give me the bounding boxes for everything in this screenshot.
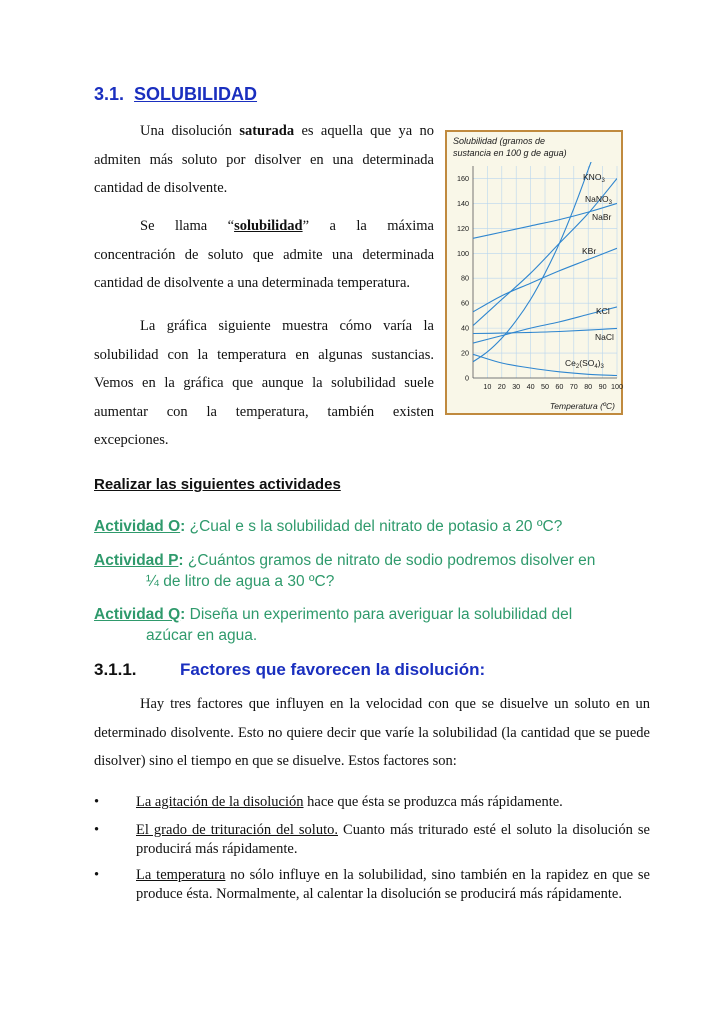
y-tick-label: 60 [461,298,469,308]
bullet-dot: • [94,794,100,810]
y-tick-label: 80 [461,273,469,283]
bullet-3-text: no sólo influye en la solubilidad, sino también en la rapidez en que se produce ésta. Normalmente, al calentar la disolución se producirá más rápidamente. [136,867,650,902]
p2-text-2: ” a la máxima concentración de soluto que admite una determinada cantidad de disolvente a una determinada temperatura. [94,218,434,291]
y-tick-label: 120 [457,223,469,233]
series-label-kcl: KCl [596,306,610,316]
subsection-number: 3.1.1. [94,660,137,679]
p2-bold: solubilidad [234,218,303,234]
activity-o-text: ¿Cual e s la solubilidad del nitrato de potasio a 20 ºC? [185,518,563,535]
activity-p-continuation: ¼ de litro de agua a 30 ºC? [146,573,335,590]
series-label-nacl: NaCl [595,332,614,342]
y-tick-label: 20 [461,348,469,358]
activity-p-label: Actividad P [94,552,179,569]
subsection-heading [94,660,485,680]
series-label-ce: $Ce_2(SO_4)_3$ [565,358,604,370]
x-tick-label: 20 [497,382,506,391]
activity-p-colon: : [178,552,184,569]
series-label-nano3: NaNO$_3$ [585,194,612,206]
list-item [94,793,650,812]
activity-q [94,604,650,646]
p1-text-1: Una disolución [140,123,240,139]
p2-text-1: Se llama “ [140,218,235,234]
list-item [94,866,650,904]
bullet-1-underlined: La agitación de la disolución [136,794,304,810]
paragraph-saturada [94,117,434,203]
x-tick-label: 50 [541,382,549,391]
list-item [94,821,650,859]
chart-title-line1: Solubilidad (gramos de [453,136,546,146]
section-heading [94,84,257,105]
activities-heading: Realizar las siguientes actividades [94,476,341,493]
activity-p-text: ¿Cuántos gramos de nitrato de sodio podremos disolver en [183,552,596,569]
subsection-title: Factores que favorecen la disolución: [180,660,486,679]
section-title: SOLUBILIDAD [134,84,258,104]
x-tick-label: 90 [598,382,607,391]
p3-text: La gráfica siguiente muestra cómo varía la solubilidad con la temperatura en algunas sustancias. Vemos en la gráfica que aunque la solubilidad suele aumentar con la temperatura, también existen excepciones. [94,318,434,448]
y-tick-label: 100 [457,248,469,258]
paragraph-factores [94,690,650,776]
series-label-kbr: KBr [582,246,597,256]
y-tick-label: 140 [457,198,469,208]
p4-text: Hay tres factores que influyen en la velocidad con que se disuelve un soluto en un determinado disolvente. Esto no quiere decir que varíe la solubilidad (la cantidad que se puede disolver) sino el tiempo en que se disuelve. Estos factores son: [94,696,650,769]
p1-bold: saturada [239,123,295,139]
solubility-chart [445,130,623,415]
x-tick-label: 30 [512,382,521,391]
x-tick-label: 10 [483,382,492,391]
series-label-kno3: $KNO_3$ [583,172,605,184]
bullet-dot: • [94,867,100,883]
x-tick-label: 80 [584,382,593,391]
activity-o [94,516,650,537]
chart-title-line2: sustancia en 100 g de agua) [453,148,567,158]
y-tick-label: 40 [461,323,469,333]
activity-q-label: Actividad Q [94,606,181,623]
x-tick-label: 40 [526,382,535,391]
section-number: 3.1. [94,84,125,104]
activity-p [94,550,650,592]
bullet-1-text: hace que ésta se produzca más rápidamente. [303,794,563,810]
x-tick-label: 100 [611,382,623,391]
y-tick-label: 160 [457,173,469,183]
activity-q-text: Diseña un experimento para averiguar la solubilidad del [185,606,573,623]
chart-x-axis-label: Temperatura (ºC) [549,401,615,411]
bullet-2-text: Cuanto más triturado esté el soluto la disolución se producirá más rápidamente. [136,822,650,857]
activity-q-colon: : [180,606,186,623]
activity-o-label: Actividad O [94,518,181,535]
paragraph-solubilidad [94,212,434,298]
paragraph-grafica [94,312,434,455]
activity-q-continuation: azúcar en agua. [146,627,258,644]
x-tick-label: 60 [555,382,564,391]
bullet-3-underlined: La temperatura [136,867,226,883]
bullet-2-underlined: El grado de trituración del soluto. [136,822,338,838]
bullet-dot: • [94,822,100,838]
x-tick-label: 70 [569,382,578,391]
activity-o-colon: : [180,518,186,535]
y-tick-label: 0 [465,373,469,383]
series-label-nabr: NaBr [592,212,612,222]
p1-text-2: es aquella que ya no admiten más soluto por disolver en una determinada cantidad de disolvente. [94,123,434,196]
